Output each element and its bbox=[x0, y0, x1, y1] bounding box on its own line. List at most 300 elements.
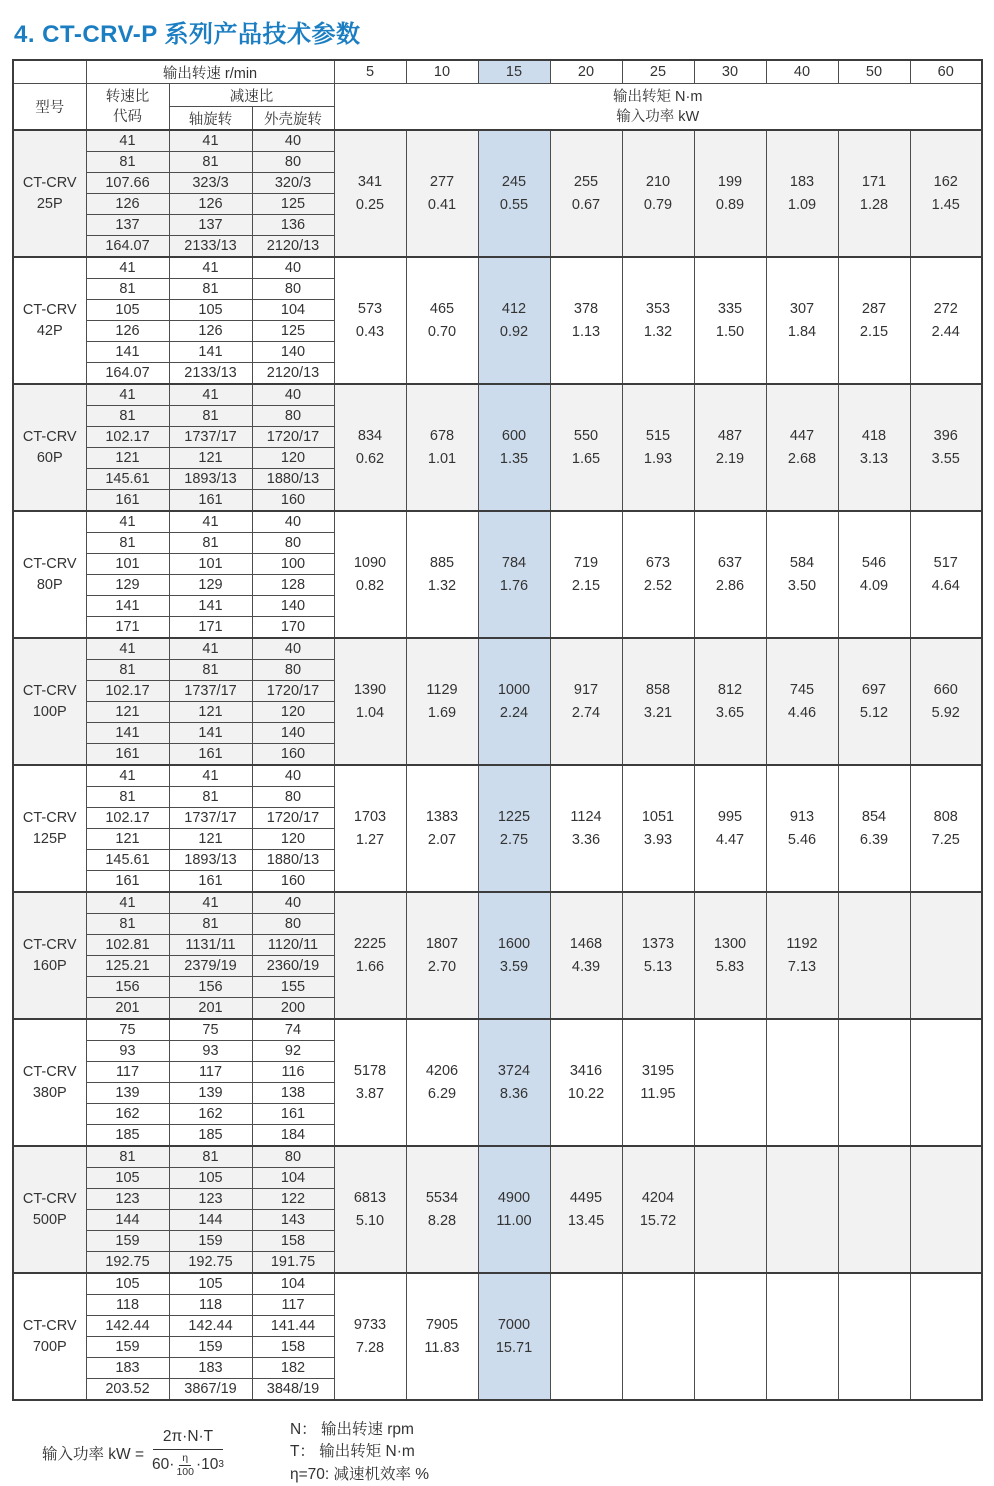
torque-value: 3195 bbox=[641, 1062, 675, 1079]
ratio-cell: 129 bbox=[86, 575, 169, 596]
power-value: 0.62 bbox=[355, 450, 385, 467]
ratio-cell: 1880/13 bbox=[252, 850, 334, 871]
ratio-cell: 122 bbox=[252, 1189, 334, 1210]
torque-value: 812 bbox=[717, 681, 743, 698]
torque-value: 447 bbox=[789, 427, 815, 444]
ratio-cell: 118 bbox=[86, 1295, 169, 1316]
note-line: T： 输出转矩 N·m bbox=[289, 1443, 415, 1461]
ratio-cell: 126 bbox=[86, 321, 169, 342]
ratio-cell: 105 bbox=[86, 300, 169, 321]
power-value: 1.32 bbox=[427, 577, 457, 594]
torque-value: 1129 bbox=[426, 681, 458, 698]
ratio-cell: 41 bbox=[169, 130, 252, 152]
ratio-cell: 120 bbox=[252, 448, 334, 469]
speed-col-header: 5 bbox=[334, 60, 406, 84]
ratio-cell: 140 bbox=[252, 342, 334, 363]
ratio-cell: 126 bbox=[169, 194, 252, 215]
torque-value: 913 bbox=[789, 808, 815, 825]
ratio-cell: 200 bbox=[252, 998, 334, 1020]
ratio-cell: 1131/11 bbox=[169, 935, 252, 956]
ratio-cell: 141 bbox=[169, 723, 252, 744]
torque-value: 1383 bbox=[425, 808, 459, 825]
ratio-cell: 105 bbox=[169, 1168, 252, 1189]
torque-value: 171 bbox=[861, 173, 887, 190]
ratio-cell: 160 bbox=[252, 490, 334, 512]
ratio-cell: 125 bbox=[252, 194, 334, 215]
ratio-cell: 141 bbox=[86, 723, 169, 744]
power-value: 0.82 bbox=[355, 577, 385, 594]
torque-power-cell bbox=[406, 384, 478, 511]
torque-power-cell bbox=[334, 511, 406, 638]
torque-power-cell bbox=[694, 384, 766, 511]
ratio-cell: 192.75 bbox=[86, 1252, 169, 1274]
ratio-cell: 138 bbox=[252, 1083, 334, 1104]
ratio-cell: 162 bbox=[86, 1104, 169, 1125]
ratio-row bbox=[13, 384, 982, 406]
power-value: 7.25 bbox=[931, 831, 960, 848]
torque-power-cell bbox=[478, 1273, 550, 1400]
ratio-cell: 183 bbox=[169, 1358, 252, 1379]
torque-power-cell bbox=[766, 892, 838, 1019]
ratio-cell: 142.44 bbox=[86, 1316, 169, 1337]
torque-power-cell bbox=[838, 1146, 910, 1273]
ratio-cell: 117 bbox=[169, 1062, 252, 1083]
formula-lhs: 输入功率 kW = bbox=[42, 1445, 145, 1463]
torque-value: 396 bbox=[933, 427, 958, 444]
torque-power-cell bbox=[406, 892, 478, 1019]
ratio-cell: 141 bbox=[86, 342, 169, 363]
ratio-cell: 92 bbox=[252, 1041, 334, 1062]
corner-cell bbox=[13, 60, 86, 84]
torque-value: 210 bbox=[645, 173, 671, 190]
torque-value: 4206 bbox=[425, 1062, 459, 1079]
model-cell: CT-CRV 42P bbox=[13, 257, 86, 384]
ratio-cell: 104 bbox=[252, 1273, 334, 1295]
speed-col-header: 10 bbox=[406, 60, 478, 84]
power-value: 3.55 bbox=[931, 450, 960, 467]
ratio-cell: 40 bbox=[252, 257, 334, 279]
ratio-cell: 40 bbox=[252, 511, 334, 533]
ratio-cell: 102.17 bbox=[86, 808, 169, 829]
ratio-cell: 40 bbox=[252, 638, 334, 660]
torque-power-cell bbox=[694, 511, 766, 638]
torque-value: 412 bbox=[501, 300, 527, 317]
torque-power-cell bbox=[550, 1019, 622, 1146]
ratio-cell: 160 bbox=[252, 871, 334, 893]
torque-value: 1300 bbox=[713, 935, 747, 952]
power-value: 3.50 bbox=[787, 577, 817, 594]
ratio-cell: 129 bbox=[169, 575, 252, 596]
ratio-cell: 2120/13 bbox=[252, 363, 334, 385]
speed-col-header: 20 bbox=[550, 60, 622, 84]
ratio-cell: 141 bbox=[169, 342, 252, 363]
ratio-cell: 156 bbox=[169, 977, 252, 998]
power-value: 0.70 bbox=[427, 323, 457, 340]
ratio-cell: 81 bbox=[86, 1146, 169, 1168]
ratio-cell: 137 bbox=[169, 215, 252, 236]
torque-power-cell bbox=[766, 1273, 838, 1400]
ratio-cell: 80 bbox=[252, 787, 334, 808]
ratio-cell: 161 bbox=[169, 871, 252, 893]
torque-power-cell bbox=[766, 257, 838, 384]
ratio-cell: 145.61 bbox=[86, 850, 169, 871]
ratio-cell: 101 bbox=[169, 554, 252, 575]
power-value: 3.13 bbox=[859, 450, 889, 467]
torque-value: 3416 bbox=[569, 1062, 603, 1079]
power-value: 5.10 bbox=[355, 1212, 385, 1229]
power-value: 1.32 bbox=[643, 323, 673, 340]
torque-power-cell bbox=[334, 1019, 406, 1146]
power-value: 1.28 bbox=[859, 196, 889, 213]
torque-power-header: 输出转矩 N·m 输入功率 kW bbox=[334, 84, 982, 131]
torque-power-cell bbox=[478, 1019, 550, 1146]
ratio-cell: 170 bbox=[252, 617, 334, 639]
torque-value: 418 bbox=[861, 427, 887, 444]
torque-power-cell bbox=[334, 1273, 406, 1400]
torque-power-cell bbox=[550, 892, 622, 1019]
ratio-cell: 139 bbox=[86, 1083, 169, 1104]
torque-power-cell bbox=[622, 257, 694, 384]
ratio-cell: 41 bbox=[169, 638, 252, 660]
ratio-cell: 171 bbox=[86, 617, 169, 639]
ratio-cell: 81 bbox=[86, 279, 169, 300]
power-value: 5.83 bbox=[715, 958, 745, 975]
power-value: 1.93 bbox=[643, 450, 673, 467]
torque-value: 5534 bbox=[425, 1189, 459, 1206]
power-value: 0.79 bbox=[643, 196, 673, 213]
ratio-cell: 1893/13 bbox=[169, 850, 252, 871]
torque-value: 5178 bbox=[353, 1062, 387, 1079]
ratio-cell: 81 bbox=[169, 914, 252, 935]
ratio-cell: 125.21 bbox=[86, 956, 169, 977]
ratio-row bbox=[13, 511, 982, 533]
power-value: 3.59 bbox=[499, 958, 529, 975]
ratio-cell: 41 bbox=[169, 892, 252, 914]
torque-value: 600 bbox=[501, 427, 527, 444]
torque-value: 1124 bbox=[570, 808, 602, 825]
torque-value: 1703 bbox=[353, 808, 387, 825]
torque-value: 1192 bbox=[786, 935, 818, 952]
ratio-cell: 80 bbox=[252, 914, 334, 935]
ratio-cell: 105 bbox=[86, 1273, 169, 1295]
ratio-cell: 120 bbox=[252, 702, 334, 723]
ratio-cell: 101 bbox=[86, 554, 169, 575]
ratio-cell: 144 bbox=[169, 1210, 252, 1231]
ratio-cell: 81 bbox=[169, 660, 252, 681]
table-header bbox=[13, 60, 982, 130]
torque-power-cell bbox=[910, 1019, 982, 1146]
ratio-cell: 41 bbox=[169, 765, 252, 787]
torque-value: 341 bbox=[357, 173, 383, 190]
torque-value: 272 bbox=[933, 300, 958, 317]
torque-power-cell bbox=[766, 384, 838, 511]
torque-value: 885 bbox=[429, 554, 455, 571]
torque-power-cell bbox=[406, 638, 478, 765]
ratio-cell: 159 bbox=[169, 1337, 252, 1358]
ratio-cell: 104 bbox=[252, 300, 334, 321]
ratio-cell: 144 bbox=[86, 1210, 169, 1231]
power-value: 2.24 bbox=[499, 704, 529, 721]
torque-power-cell bbox=[766, 130, 838, 257]
ratio-cell: 141.44 bbox=[252, 1316, 334, 1337]
torque-power-cell bbox=[910, 511, 982, 638]
torque-value: 858 bbox=[645, 681, 671, 698]
torque-value: 335 bbox=[717, 300, 743, 317]
ratio-cell: 121 bbox=[86, 702, 169, 723]
ratio-cell: 41 bbox=[86, 511, 169, 533]
ratio-cell: 136 bbox=[252, 215, 334, 236]
power-value: 11.83 bbox=[424, 1339, 460, 1356]
torque-power-cell bbox=[334, 130, 406, 257]
ratio-cell: 81 bbox=[86, 660, 169, 681]
power-value: 11.95 bbox=[640, 1085, 676, 1102]
torque-power-cell bbox=[478, 130, 550, 257]
torque-power-cell bbox=[406, 130, 478, 257]
torque-value: 4900 bbox=[497, 1189, 531, 1206]
ratio-cell: 139 bbox=[169, 1083, 252, 1104]
torque-power-cell bbox=[622, 384, 694, 511]
power-value: 8.36 bbox=[499, 1085, 529, 1102]
ratio-cell: 192.75 bbox=[169, 1252, 252, 1274]
ratio-cell: 162 bbox=[169, 1104, 252, 1125]
power-value: 6.29 bbox=[427, 1085, 457, 1102]
power-formula bbox=[42, 1428, 224, 1477]
ratio-row bbox=[13, 257, 982, 279]
torque-value: 199 bbox=[717, 173, 743, 190]
ratio-cell: 125 bbox=[252, 321, 334, 342]
ratio-cell: 1720/17 bbox=[252, 681, 334, 702]
power-value: 4.39 bbox=[571, 958, 601, 975]
ratio-cell: 145.61 bbox=[86, 469, 169, 490]
ratio-cell: 81 bbox=[169, 787, 252, 808]
ratio-cell: 81 bbox=[86, 533, 169, 554]
torque-power-cell bbox=[838, 892, 910, 1019]
power-value: 0.92 bbox=[499, 323, 529, 340]
ratio-cell: 161 bbox=[86, 744, 169, 766]
ratio-row bbox=[13, 1146, 982, 1168]
torque-power-cell bbox=[694, 765, 766, 892]
ratio-cell: 40 bbox=[252, 384, 334, 406]
ratio-cell: 128 bbox=[252, 575, 334, 596]
ratio-cell: 143 bbox=[252, 1210, 334, 1231]
torque-power-cell bbox=[550, 1146, 622, 1273]
ratio-row bbox=[13, 892, 982, 914]
ratio-cell: 104 bbox=[252, 1168, 334, 1189]
ratio-cell: 80 bbox=[252, 1146, 334, 1168]
torque-value: 307 bbox=[789, 300, 815, 317]
torque-power-cell bbox=[334, 638, 406, 765]
torque-value: 1807 bbox=[425, 935, 459, 952]
ratio-cell: 2120/13 bbox=[252, 236, 334, 258]
ratio-cell: 41 bbox=[86, 257, 169, 279]
ratio-cell: 1737/17 bbox=[169, 427, 252, 448]
torque-power-cell bbox=[766, 1146, 838, 1273]
ratio-cell: 117 bbox=[252, 1295, 334, 1316]
torque-power-cell bbox=[910, 384, 982, 511]
ratio-cell: 156 bbox=[86, 977, 169, 998]
table-body bbox=[13, 130, 982, 1400]
power-value: 5.13 bbox=[643, 958, 673, 975]
power-value: 15.71 bbox=[495, 1339, 533, 1356]
torque-power-cell bbox=[838, 511, 910, 638]
torque-power-cell bbox=[766, 1019, 838, 1146]
power-value: 2.19 bbox=[715, 450, 745, 467]
power-value: 2.44 bbox=[931, 323, 960, 340]
power-value: 1.69 bbox=[427, 704, 457, 721]
ratio-cell: 2360/19 bbox=[252, 956, 334, 977]
torque-power-cell bbox=[334, 257, 406, 384]
ratio-cell: 116 bbox=[252, 1062, 334, 1083]
power-value: 3.21 bbox=[643, 704, 673, 721]
torque-value: 277 bbox=[429, 173, 455, 190]
ratio-cell: 159 bbox=[86, 1231, 169, 1252]
torque-power-cell bbox=[910, 765, 982, 892]
power-value: 3.93 bbox=[643, 831, 673, 848]
torque-power-cell bbox=[406, 257, 478, 384]
torque-value: 4204 bbox=[641, 1189, 675, 1206]
speed-col-header: 50 bbox=[838, 60, 910, 84]
torque-value: 678 bbox=[429, 427, 455, 444]
ratio-cell: 107.66 bbox=[86, 173, 169, 194]
torque-power-cell bbox=[406, 1146, 478, 1273]
spec-table bbox=[12, 59, 983, 1401]
torque-value: 1090 bbox=[353, 554, 387, 571]
ratio-cell: 81 bbox=[86, 406, 169, 427]
power-value: 2.70 bbox=[427, 958, 457, 975]
ratio-cell: 126 bbox=[86, 194, 169, 215]
model-cell: CT-CRV 80P bbox=[13, 511, 86, 638]
power-value: 1.65 bbox=[571, 450, 601, 467]
power-value: 0.89 bbox=[715, 196, 745, 213]
torque-value: 917 bbox=[573, 681, 599, 698]
torque-power-cell bbox=[838, 765, 910, 892]
power-value: 5.12 bbox=[859, 704, 889, 721]
ratio-cell: 140 bbox=[252, 723, 334, 744]
torque-power-cell bbox=[766, 511, 838, 638]
ratio-cell: 158 bbox=[252, 1231, 334, 1252]
ratio-cell: 121 bbox=[86, 448, 169, 469]
reduction-ratio-header: 减速比 bbox=[169, 84, 334, 107]
ratio-cell: 184 bbox=[252, 1125, 334, 1147]
torque-value: 162 bbox=[933, 173, 958, 190]
torque-power-cell bbox=[334, 892, 406, 1019]
torque-power-cell bbox=[406, 765, 478, 892]
power-value: 5.92 bbox=[931, 704, 960, 721]
torque-value: 573 bbox=[357, 300, 383, 317]
torque-power-cell bbox=[910, 130, 982, 257]
ratio-cell: 2133/13 bbox=[169, 363, 252, 385]
ratio-cell: 41 bbox=[169, 511, 252, 533]
ratio-cell: 41 bbox=[169, 257, 252, 279]
power-value: 2.15 bbox=[859, 323, 889, 340]
torque-value: 697 bbox=[861, 681, 887, 698]
ratio-cell: 159 bbox=[169, 1231, 252, 1252]
ratio-cell: 142.44 bbox=[169, 1316, 252, 1337]
ratio-cell: 161 bbox=[252, 1104, 334, 1125]
ratio-cell: 161 bbox=[86, 871, 169, 893]
ratio-cell: 41 bbox=[86, 384, 169, 406]
torque-value: 745 bbox=[789, 681, 815, 698]
ratio-cell: 140 bbox=[252, 596, 334, 617]
model-cell: CT-CRV 380P bbox=[13, 1019, 86, 1146]
power-value: 1.01 bbox=[427, 450, 457, 467]
power-value: 1.04 bbox=[355, 704, 385, 721]
ratio-cell: 1737/17 bbox=[169, 681, 252, 702]
power-value: 2.07 bbox=[427, 831, 457, 848]
torque-power-cell bbox=[622, 1019, 694, 1146]
power-value: 1.35 bbox=[499, 450, 529, 467]
torque-value: 487 bbox=[717, 427, 743, 444]
ratio-cell: 40 bbox=[252, 130, 334, 152]
torque-power-cell bbox=[478, 384, 550, 511]
power-value: 13.45 bbox=[567, 1212, 605, 1229]
power-value: 2.74 bbox=[571, 704, 601, 721]
torque-power-cell bbox=[910, 1273, 982, 1400]
torque-power-cell bbox=[550, 511, 622, 638]
ratio-cell: 81 bbox=[169, 406, 252, 427]
power-value: 0.67 bbox=[571, 196, 601, 213]
ratio-cell: 1720/17 bbox=[252, 427, 334, 448]
ratio-cell: 201 bbox=[86, 998, 169, 1020]
model-header: 型号 bbox=[13, 84, 86, 131]
ratio-cell: 121 bbox=[169, 702, 252, 723]
torque-power-cell bbox=[406, 1273, 478, 1400]
power-value: 2.75 bbox=[499, 831, 529, 848]
ratio-cell: 41 bbox=[86, 892, 169, 914]
formula-denominator: 60· η 100 ·10 3 bbox=[152, 1452, 224, 1478]
power-value: 2.52 bbox=[643, 577, 673, 594]
torque-power-cell bbox=[838, 1019, 910, 1146]
ratio-cell: 81 bbox=[169, 279, 252, 300]
ratio-row bbox=[13, 1019, 982, 1041]
ratio-cell: 1120/11 bbox=[252, 935, 334, 956]
torque-value: 465 bbox=[429, 300, 455, 317]
power-value: 4.46 bbox=[787, 704, 817, 721]
torque-power-cell bbox=[910, 638, 982, 765]
model-cell: CT-CRV 60P bbox=[13, 384, 86, 511]
ratio-cell: 105 bbox=[169, 300, 252, 321]
power-value: 4.47 bbox=[715, 831, 745, 848]
torque-value: 660 bbox=[933, 681, 958, 698]
torque-value: 1373 bbox=[641, 935, 675, 952]
torque-power-cell bbox=[622, 1273, 694, 1400]
ratio-cell: 40 bbox=[252, 765, 334, 787]
power-value: 1.66 bbox=[355, 958, 385, 975]
torque-value: 353 bbox=[645, 300, 671, 317]
torque-power-cell bbox=[766, 638, 838, 765]
torque-power-cell bbox=[622, 638, 694, 765]
ratio-cell: 118 bbox=[169, 1295, 252, 1316]
power-value: 3.36 bbox=[571, 831, 601, 848]
torque-value: 183 bbox=[789, 173, 815, 190]
torque-power-cell bbox=[334, 384, 406, 511]
torque-value: 378 bbox=[573, 300, 599, 317]
ratio-cell: 137 bbox=[86, 215, 169, 236]
power-value: 1.50 bbox=[715, 323, 745, 340]
torque-value: 1468 bbox=[569, 935, 603, 952]
ratio-cell: 158 bbox=[252, 1337, 334, 1358]
ratio-cell: 40 bbox=[252, 892, 334, 914]
torque-power-cell bbox=[622, 765, 694, 892]
power-value: 2.86 bbox=[715, 577, 745, 594]
ratio-cell: 121 bbox=[86, 829, 169, 850]
ratio-cell: 3867/19 bbox=[169, 1379, 252, 1401]
torque-power-cell bbox=[838, 1273, 910, 1400]
ratio-cell: 155 bbox=[252, 977, 334, 998]
ratio-cell: 2379/19 bbox=[169, 956, 252, 977]
torque-power-cell bbox=[478, 638, 550, 765]
ratio-cell: 191.75 bbox=[252, 1252, 334, 1274]
